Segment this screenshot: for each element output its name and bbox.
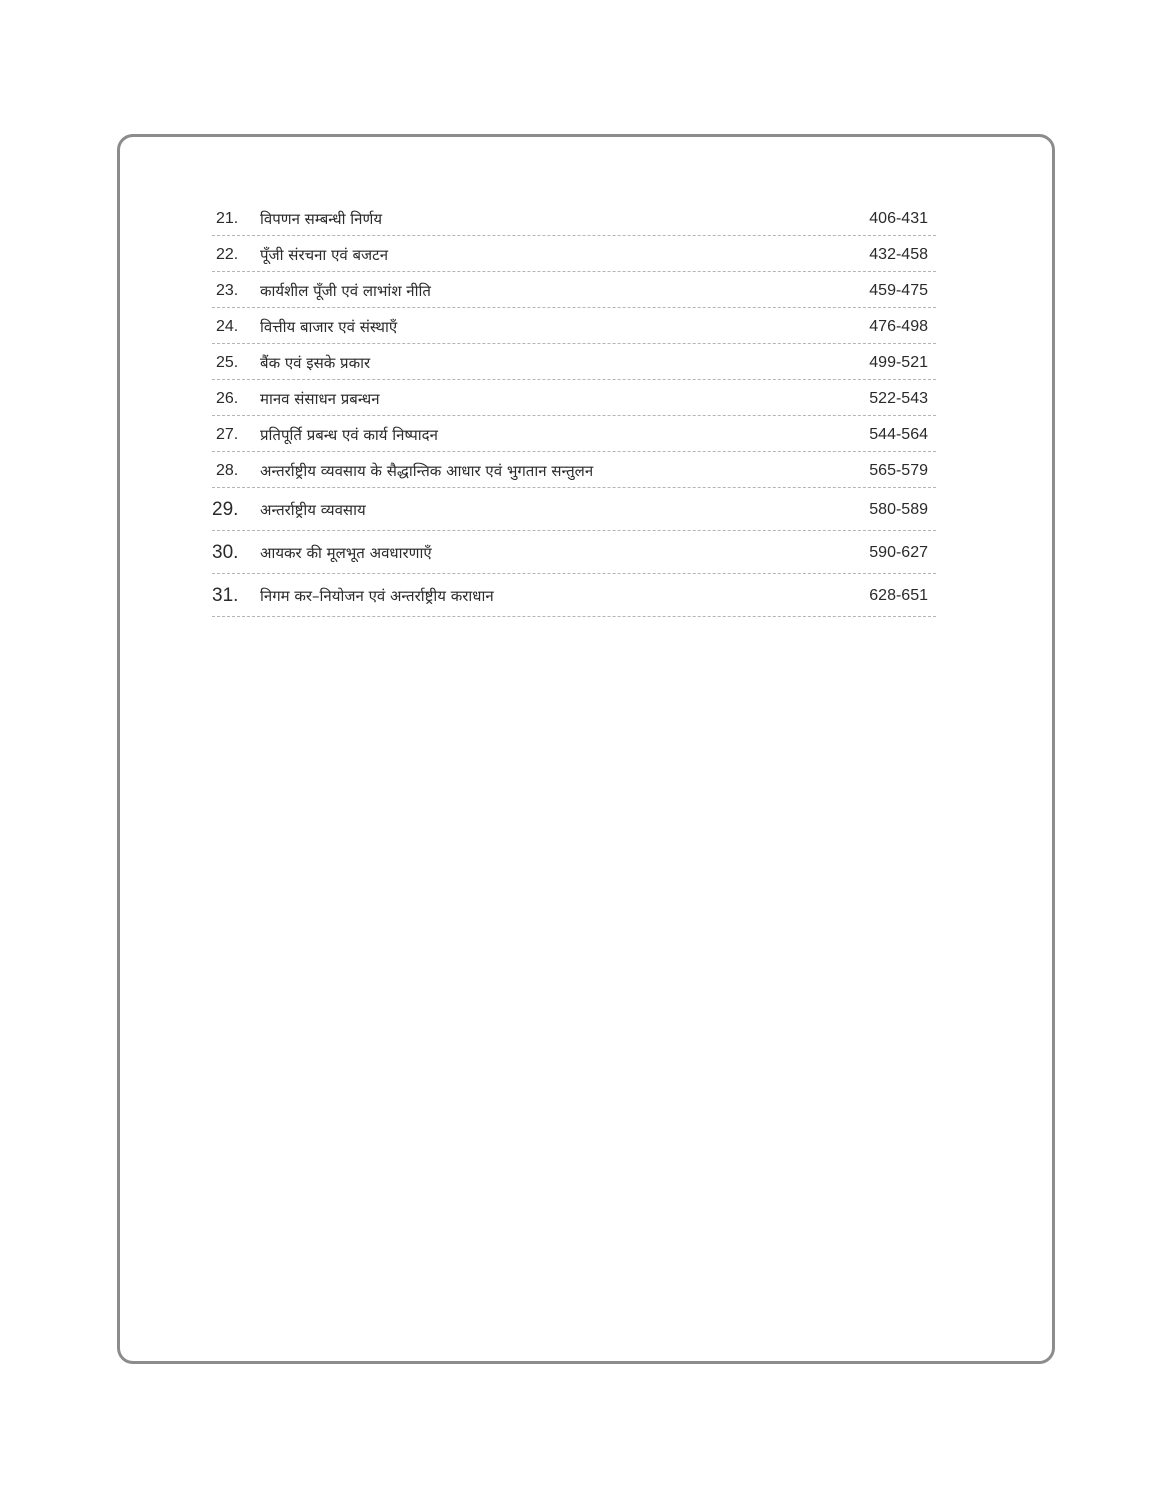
toc-entry-29[interactable] <box>212 488 936 531</box>
toc-entry-number: 31. <box>212 585 239 606</box>
toc-entry-title: कार्यशील पूँजी एवं लाभांश नीति <box>260 281 431 300</box>
toc-entry-number: 22. <box>216 245 239 263</box>
toc-entry-number: 27. <box>216 425 239 443</box>
toc-entry-26[interactable] <box>212 380 936 416</box>
toc-entry-30[interactable] <box>212 531 936 574</box>
toc-entry-number: 23. <box>216 281 239 299</box>
toc-entry-pages: 406-431 <box>869 209 928 227</box>
toc-entry-pages: 580-589 <box>869 501 928 518</box>
toc-entry-number: 25. <box>216 353 239 371</box>
toc-entry-number: 30. <box>212 542 239 563</box>
toc-entry-24[interactable] <box>212 308 936 344</box>
toc-entry-pages: 544-564 <box>869 425 928 443</box>
toc-entry-number: 24. <box>216 317 239 335</box>
toc-entry-title: निगम कर–नियोजन एवं अन्तर्राष्ट्रीय कराधान <box>260 587 494 605</box>
toc-entry-31[interactable] <box>212 574 936 617</box>
toc-entry-title: बैंक एवं इसके प्रकार <box>260 353 371 372</box>
toc-entry-title: अन्तर्राष्ट्रीय व्यवसाय के सैद्धान्तिक आधार एवं भुगतान सन्तुलन <box>260 461 594 480</box>
toc-entry-number: 28. <box>216 461 239 479</box>
toc-entry-28[interactable] <box>212 452 936 488</box>
toc-entry-pages: 499-521 <box>869 353 928 371</box>
toc-entry-title: आयकर की मूलभूत अवधारणाएँ <box>260 544 432 562</box>
toc-entry-pages: 590-627 <box>869 544 928 561</box>
toc-entry-21[interactable] <box>212 200 936 236</box>
toc-entry-number: 21. <box>216 209 239 227</box>
table-of-contents <box>212 200 936 617</box>
toc-entry-27[interactable] <box>212 416 936 452</box>
toc-entry-pages: 432-458 <box>869 245 928 263</box>
toc-entry-23[interactable] <box>212 272 936 308</box>
toc-entry-pages: 522-543 <box>869 389 928 407</box>
toc-entry-title: पूँजी संरचना एवं बजटन <box>260 245 389 264</box>
toc-entry-number: 26. <box>216 389 239 407</box>
toc-entry-title: अन्तर्राष्ट्रीय व्यवसाय <box>260 501 366 519</box>
toc-entry-pages: 628-651 <box>869 587 928 604</box>
toc-entry-pages: 565-579 <box>869 461 928 479</box>
toc-entry-title: प्रतिपूर्ति प्रबन्ध एवं कार्य निष्पादन <box>260 425 438 444</box>
toc-entry-number: 29. <box>212 499 239 520</box>
toc-entry-title: वित्तीय बाजार एवं संस्थाएँ <box>260 317 398 336</box>
toc-entry-pages: 476-498 <box>869 317 928 335</box>
toc-entry-25[interactable] <box>212 344 936 380</box>
toc-entry-title: मानव संसाधन प्रबन्धन <box>260 389 380 408</box>
toc-entry-title: विपणन सम्बन्धी निर्णय <box>260 209 383 228</box>
toc-entry-22[interactable] <box>212 236 936 272</box>
toc-entry-pages: 459-475 <box>869 281 928 299</box>
